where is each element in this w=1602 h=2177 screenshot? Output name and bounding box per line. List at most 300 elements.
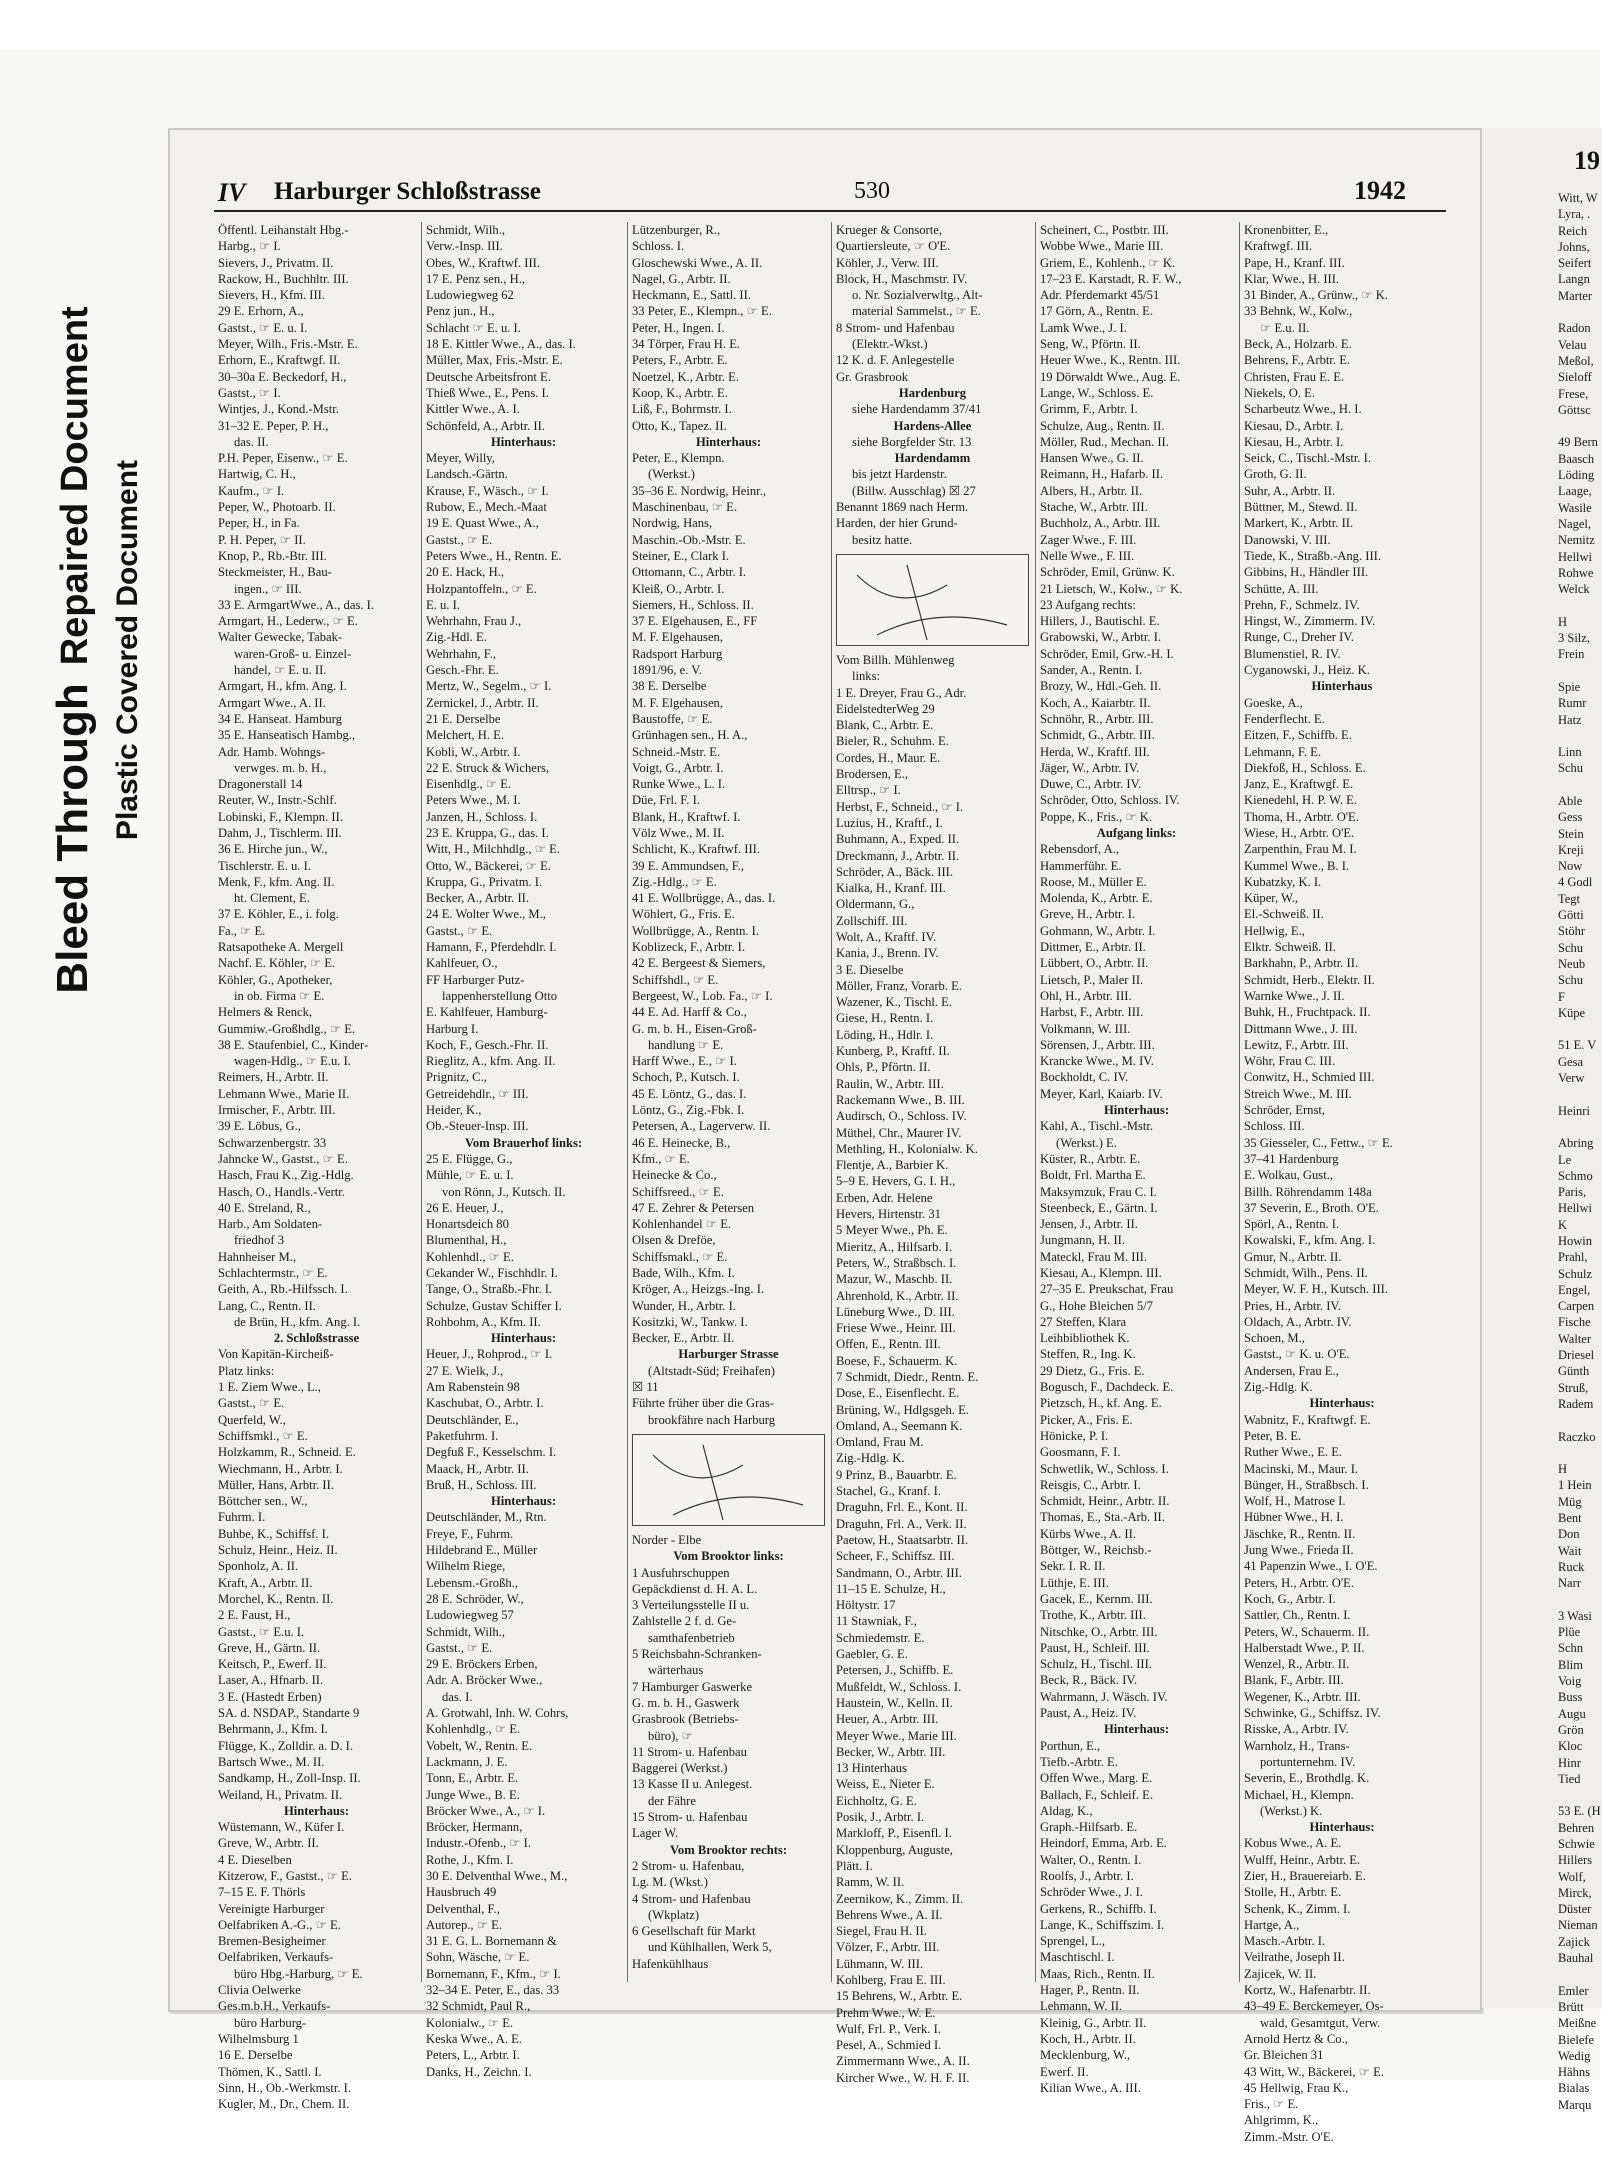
directory-line: Brüning, W., Hdlgsgeh. E.	[836, 1402, 969, 1417]
adjacent-line: K	[1558, 1217, 1568, 1232]
directory-line: ht. Clement, E.	[234, 891, 310, 906]
directory-line: 7 Schmidt, Diedr., Rentn. E.	[836, 1370, 979, 1384]
directory-line: Grimm, F., Arbtr. I.	[1040, 402, 1138, 417]
directory-line: Hinterhaus:	[1103, 1722, 1170, 1737]
directory-line: Zollschiff. III.	[836, 913, 908, 928]
directory-line: Warnholz, H., Trans-	[1244, 1738, 1350, 1753]
directory-line: Kürbs Wwe., A. II.	[1040, 1526, 1136, 1541]
adjacent-line	[1558, 304, 1602, 320]
label-bleed: Bleed Through	[48, 683, 97, 994]
directory-line: Steffen, R., Ing. K.	[1040, 1347, 1136, 1362]
directory-line: Schröder, Otto, Schloss. IV.	[1040, 793, 1180, 808]
directory-line: Hartwig, C. H.,	[218, 467, 296, 482]
adjacent-line: Verw	[1558, 1071, 1585, 1086]
directory-line: Herbst, F., Schneid., ☞ I.	[836, 799, 964, 814]
directory-line: Ratsapotheke A. Mergell	[218, 940, 344, 955]
directory-line: Friese Wwe., Heinr. III.	[836, 1321, 956, 1336]
directory-line: Ludowiegweg 57	[426, 1608, 514, 1623]
directory-line: 1 Ausfuhrschuppen	[632, 1565, 730, 1580]
directory-line: Lamk Wwe., J. I.	[1040, 320, 1127, 335]
directory-line: Runke Wwe., L. I.	[632, 777, 726, 792]
directory-line: Meyer, Karl, Kaiarb. IV.	[1040, 1086, 1163, 1101]
directory-line: Brodersen, E.,	[836, 767, 909, 782]
adjacent-line: Marter	[1558, 288, 1593, 303]
directory-line: 41 E. Wollbrügge, A., das. I.	[632, 891, 776, 906]
adjacent-line: 1 Hein	[1558, 1478, 1592, 1493]
directory-line: Raulin, W., Arbtr. III.	[836, 1076, 944, 1091]
directory-line: Wulf, Frl. P., Verk. I.	[836, 2021, 941, 2036]
directory-line: G. m. b. H., Gaswerk	[632, 1695, 740, 1710]
directory-line: Boese, F., Schauerm. K.	[836, 1353, 958, 1368]
directory-line: Grünhagen sen., H. A.,	[632, 728, 748, 743]
directory-line: Führte früher über die Gras-	[632, 1396, 774, 1411]
directory-line: Wolt, A., Kraftf. IV.	[836, 929, 937, 944]
directory-line: Bieler, R., Schuhm. E.	[836, 734, 949, 749]
directory-line: 34 E. Hanseat. Hamburg	[218, 711, 342, 726]
directory-line: Hinterhaus:	[490, 1494, 557, 1509]
adjacent-line: Günth	[1558, 1364, 1590, 1379]
directory-line: Wehrhahn, Frau J.,	[426, 614, 522, 629]
directory-line: 31 E. G. L. Bornemann &	[426, 1934, 557, 1949]
directory-line: 5 Meyer Wwe., Ph. E.	[836, 1223, 948, 1238]
directory-line: Flentje, A., Barbier K.	[836, 1158, 949, 1173]
adjacent-line: Hähns	[1558, 2065, 1590, 2080]
directory-line: Hasch, O., Handls.-Vertr.	[218, 1184, 345, 1199]
directory-line: Zimmermann Wwe., A. II.	[836, 2054, 970, 2069]
plastic-covered-label	[108, 0, 148, 1300]
directory-line: Schnöhr, R., Arbtr. III.	[1040, 711, 1154, 726]
adjacent-line: Heinri	[1558, 1103, 1590, 1118]
directory-line: Herda, W., Kraftf. III.	[1040, 744, 1150, 759]
directory-line: Armgart, H., kfm. Ang. I.	[218, 679, 347, 694]
adjacent-line: Behren	[1558, 1820, 1595, 1835]
directory-line: Meyer, W. F. H., Kutsch. III.	[1244, 1282, 1388, 1297]
directory-line: Maas, Rich., Rentn. II.	[1040, 1966, 1155, 1981]
directory-line: Dahm, J., Tischlerm. III.	[218, 825, 342, 840]
directory-line: Schwetlik, W., Schloss. I.	[1040, 1461, 1169, 1476]
directory-line: Gastst., ☞ E.	[426, 532, 493, 547]
directory-line: Graph.-Hilfsarb. E.	[1040, 1820, 1138, 1835]
directory-line: 46 E. Heinecke, B.,	[632, 1135, 731, 1150]
directory-line: Erben, Adr. Helene	[836, 1190, 933, 1205]
directory-line: 43–49 E. Berckemeyer, Os-	[1244, 1999, 1384, 2014]
directory-line: Hinterhaus:	[283, 1803, 350, 1818]
directory-line: büro Harburg-	[234, 2015, 307, 2030]
adjacent-line: Bauhal	[1558, 1951, 1594, 1966]
directory-line: Zarpenthin, Frau M. I.	[1244, 842, 1357, 857]
directory-line: Arnold Hertz & Co.,	[1244, 2031, 1348, 2046]
directory-line: Schiffshdl., ☞ E.	[632, 972, 719, 987]
directory-line: Adr. A. Bröcker Wwe.,	[426, 1673, 543, 1688]
directory-line: Wiese, H., Arbtr. O'E.	[1244, 825, 1355, 840]
adjacent-line: Voig	[1558, 1674, 1582, 1689]
directory-line: Hamann, F., Pferdehdlr. I.	[426, 940, 557, 955]
directory-line: Schröder, Emil, Grünw. K.	[1040, 565, 1175, 580]
directory-line: Armgart, H., Lederw., ☞ E.	[218, 614, 358, 629]
directory-line: G. m. b. H., Eisen-Groß-	[632, 1021, 757, 1036]
adjacent-line: Plüe	[1558, 1625, 1581, 1640]
directory-line: Schulze, Gustav Schiffer I.	[426, 1298, 562, 1313]
directory-line: Olsen & Dreföe,	[632, 1233, 716, 1248]
directory-line: Morchel, K., Rentn. II.	[218, 1591, 334, 1606]
directory-line: Hübner Wwe., H. I.	[1244, 1510, 1344, 1525]
directory-line: Wabnitz, F., Kraftwgf. E.	[1244, 1412, 1371, 1427]
directory-line: 21 Lietsch, W., Kolw., ☞ K.	[1040, 581, 1183, 596]
directory-line: Draguhn, Frl. A., Verk. II.	[836, 1516, 967, 1531]
directory-line: Gastst., ☞ E. u. I.	[218, 320, 308, 335]
directory-line: Wulff, Heinr., Arbtr. E.	[1244, 1852, 1361, 1867]
directory-line: Prehm Wwe., W. E.	[836, 2005, 936, 2020]
directory-line: Platz links:	[218, 1363, 275, 1378]
adjacent-line: Driesel	[1558, 1348, 1595, 1363]
adjacent-line: Zajick	[1558, 1934, 1590, 1949]
directory-line: Schmidt, Wilh.,	[426, 1624, 506, 1639]
directory-line: Trothe, K., Arbtr. III.	[1040, 1608, 1146, 1623]
directory-line: Scharbeutz Wwe., H. I.	[1244, 402, 1362, 417]
adjacent-line: Nagel,	[1558, 516, 1591, 531]
directory-line: Gerkens, R., Schiffb. I.	[1040, 1901, 1157, 1916]
adjacent-line	[1558, 1592, 1602, 1608]
directory-line: Radsport Harburg	[632, 646, 723, 661]
directory-line: Peter, E., Klempn.	[632, 451, 725, 466]
directory-line: Kiesau, D., Arbtr. I.	[1244, 418, 1344, 433]
directory-line: Albers, H., Arbtr. II.	[1040, 483, 1143, 498]
directory-line: Schmidt, Herb., Elektr. II.	[1244, 972, 1375, 987]
adjacent-line: Tegt	[1558, 891, 1581, 906]
directory-line: Poppe, K., Fris., ☞ K.	[1040, 809, 1153, 824]
directory-line: Niekels, O. E.	[1244, 385, 1315, 400]
adjacent-line: Wait	[1558, 1543, 1582, 1558]
directory-line: Holzpantoffeln., ☞ E.	[426, 581, 537, 596]
directory-line: Rackow, H., Buchhltr. III.	[218, 271, 349, 286]
adjacent-line: Engel,	[1558, 1282, 1591, 1297]
directory-line: Halberstadt Wwe., P. II.	[1244, 1640, 1365, 1655]
directory-line: Gummiw.-Großhdlg., ☞ E.	[218, 1021, 356, 1036]
directory-line: Voigt, G., Arbtr. I.	[632, 760, 724, 775]
directory-line: 34 Törper, Frau H. E.	[632, 337, 741, 352]
directory-line: Zig.-Hdl. E.	[426, 630, 487, 645]
directory-line: Schlacht ☞ E. u. I.	[426, 320, 521, 335]
directory-line: Schloss. III.	[1244, 1119, 1305, 1134]
directory-line: Sinn, H., Ob.-Werkmstr. I.	[218, 2080, 351, 2095]
directory-line: Krueger & Consorte,	[836, 223, 942, 237]
directory-line: Paust, H., Schleif. III.	[1040, 1640, 1150, 1655]
directory-line: Hönicke, P. I.	[1040, 1428, 1109, 1443]
directory-line: das. I.	[442, 1689, 473, 1704]
directory-line: Penz jun., H.,	[426, 304, 495, 319]
directory-line: Haustein, W., Kelln. II.	[836, 1695, 953, 1710]
directory-line: SA. d. NSDAP., Standarte 9	[218, 1706, 360, 1721]
directory-line: Fuhrm. I.	[218, 1510, 266, 1525]
adjacent-line: 3 Wasi	[1558, 1608, 1592, 1623]
directory-line: 19 Dörwaldt Wwe., Aug. E.	[1040, 369, 1181, 384]
directory-line: Markloff, P., Eisenfl. I.	[836, 1826, 952, 1841]
directory-line: Irmischer, F., Arbtr. III.	[218, 1103, 336, 1118]
directory-line: E. u. I.	[426, 597, 460, 612]
directory-line: Gmur, N., Arbtr. II.	[1244, 1249, 1342, 1264]
directory-line: Industr.-Ofenb., ☞ I.	[426, 1836, 532, 1851]
directory-line: Harbst, F., Arbtr. III.	[1040, 1005, 1144, 1020]
directory-line: Markert, K., Arbtr. II.	[1244, 516, 1354, 531]
directory-line: Tange, O., Straßb.-Fhr. I.	[426, 1282, 553, 1297]
directory-line: EidelstedterWeg 29	[836, 701, 935, 716]
directory-line: Petersen, J., Schiffb. E.	[836, 1663, 954, 1678]
directory-line: 1 E. Ziem Wwe., L.,	[218, 1380, 321, 1395]
directory-line: 12 K. d. F. Anlegestelle	[836, 353, 955, 368]
directory-line: 15 Strom- u. Hafenbau	[632, 1810, 748, 1825]
directory-line: Brozy, W., Hdl.-Geh. II.	[1040, 679, 1162, 694]
directory-line: Heuer, J., Rohprod., ☞ I.	[426, 1347, 553, 1362]
directory-line: Hinterhaus:	[490, 1331, 557, 1346]
directory-line: siehe Hardendamm 37/41	[852, 402, 982, 417]
adjacent-line: Witt, W	[1558, 191, 1598, 205]
directory-line: 17 Görn, A., Rentn. E.	[1040, 304, 1153, 319]
adjacent-line: Laage,	[1558, 484, 1592, 499]
directory-line: Schröder Wwe., J. I.	[1040, 1885, 1143, 1900]
directory-line: Conwitz, H., Schmied III.	[1244, 1070, 1375, 1085]
directory-line: Wazener, K., Tischl. E.	[836, 995, 953, 1010]
directory-line: Harbg., ☞ I.	[218, 239, 281, 254]
directory-line: Wilhelmsburg 1	[218, 2031, 299, 2046]
directory-line: Steenbeck, E., Gärtn. I.	[1040, 1200, 1158, 1215]
directory-line: Thömen, K., Sattl. I.	[218, 2064, 322, 2079]
directory-line: wald, Gesamtgut, Verw.	[1260, 2015, 1381, 2030]
adjacent-line: H	[1558, 614, 1568, 629]
adjacent-line: Sieloff	[1558, 370, 1592, 385]
directory-line: Bergeest, W., Lob. Fa., ☞ I.	[632, 988, 773, 1003]
directory-line: Wobbe Wwe., Marie III.	[1040, 239, 1164, 254]
directory-line: Kraftwgf. III.	[1244, 239, 1313, 254]
directory-line: Gastst., ☞ E.	[218, 1396, 285, 1411]
directory-line: Kunberg, P., Kraftf. II.	[836, 1044, 950, 1059]
directory-line: Masch.-Arbtr. I.	[1244, 1934, 1326, 1949]
directory-line: Behrens Wwe., A. II.	[836, 1907, 943, 1922]
directory-line: de Brün, H., kfm. Ang. I.	[234, 1314, 361, 1329]
directory-line: Ob.-Steuer-Insp. III.	[426, 1119, 529, 1134]
directory-line: Oldach, A., Arbtr. IV.	[1244, 1314, 1352, 1329]
adjacent-line: Raczko	[1558, 1429, 1596, 1444]
adjacent-line: Schu	[1558, 973, 1583, 988]
directory-line: Lübbert, O., Arbtr. II.	[1040, 956, 1149, 971]
directory-line: Lützenburger, R.,	[632, 223, 721, 237]
directory-line: Peter, B. E.	[1244, 1428, 1302, 1443]
directory-line: Kialka, H., Kranf. III.	[836, 881, 946, 896]
directory-line: Suhr, A., Arbtr. II.	[1244, 483, 1336, 498]
directory-line: Ottomann, C., Arbtr. I.	[632, 565, 747, 580]
directory-line: 38 E. Staufenbiel, C., Kinder-	[218, 1037, 369, 1052]
directory-line: 28 E. Schröder, W.,	[426, 1591, 524, 1606]
directory-line: Schneid.-Mstr. E.	[632, 744, 721, 759]
directory-line: 35–36 E. Nordwig, Heinr.,	[632, 483, 766, 498]
directory-line: Risske, A., Arbtr. IV.	[1244, 1722, 1349, 1737]
directory-line: Maack, H., Arbtr. II.	[426, 1461, 529, 1476]
directory-line: 2. Schloßstrasse	[273, 1331, 360, 1346]
directory-line: Harden, der hier Grund-	[836, 516, 958, 531]
directory-line: Köhler, G., Apotheker,	[218, 972, 333, 987]
directory-line: Peters, H., Arbtr. O'E.	[1244, 1575, 1355, 1590]
directory-line: 2 Strom- u. Hafenbau,	[632, 1858, 745, 1873]
directory-line: Behrens, F., Arbtr. E.	[1244, 353, 1351, 368]
directory-line: Heindorf, Emma, Arb. E.	[1040, 1836, 1167, 1851]
column-2	[422, 222, 628, 2079]
adjacent-line	[1558, 728, 1602, 744]
directory-line: Mieritz, A., Hilfsarb. I.	[836, 1239, 953, 1254]
directory-line: 4 E. Dieselben	[218, 1852, 292, 1867]
adjacent-line: Göttsc	[1558, 402, 1591, 417]
directory-line: Peters, W., Straßbsch. I.	[836, 1255, 957, 1270]
adjacent-line: Narr	[1558, 1576, 1581, 1591]
directory-line: Rubow, E., Mech.-Maat	[426, 500, 547, 515]
directory-line: Wüstemann, W., Küfer I.	[218, 1820, 345, 1835]
directory-line: Hasch, Frau K., Zig.-Hdlg.	[218, 1168, 354, 1183]
directory-line: bis jetzt Hardenstr.	[852, 467, 947, 482]
directory-line: ☞ E.u. II.	[1260, 320, 1310, 335]
adjacent-line: Schu	[1558, 940, 1583, 955]
directory-line: Peper, W., Photoarb. II.	[218, 500, 336, 515]
directory-line: Lewitz, F., Arbtr. III.	[1244, 1037, 1349, 1052]
directory-line: das. II.	[234, 434, 269, 449]
column-5	[1036, 222, 1240, 2095]
directory-line: Gastst., ☞ K. u. O'E.	[1244, 1347, 1350, 1362]
adjacent-line: Nemitz	[1558, 533, 1595, 548]
directory-line: Warnke Wwe., J. II.	[1244, 988, 1345, 1003]
directory-line: Klar, Wwe., H. III.	[1244, 271, 1340, 286]
directory-line: Dittmer, E., Arbtr. II.	[1040, 940, 1146, 955]
directory-line: 27–35 E. Preukschat, Frau	[1040, 1282, 1174, 1297]
directory-line: Koch, H., Arbtr. II.	[1040, 2031, 1136, 2046]
adjacent-line: Baasch	[1558, 451, 1595, 466]
directory-line: Methling, H., Kolonialw. K.	[836, 1141, 978, 1156]
directory-line: E. Wolkau, Gust.,	[1244, 1168, 1334, 1183]
directory-line: Hardens-Allee	[893, 418, 972, 433]
directory-line: Schenk, K., Zimm. I.	[1244, 1901, 1351, 1916]
directory-line: Fris., ☞ E.	[1244, 2097, 1299, 2112]
directory-line: Wilhelm Riege,	[426, 1559, 506, 1574]
directory-line: Sander, A., Rentn. I.	[1040, 663, 1143, 678]
directory-line: Küster, R., Arbtr. E.	[1040, 1151, 1141, 1166]
adjacent-line: Velau	[1558, 337, 1587, 352]
directory-line: Ahlgrimm, K.,	[1244, 2113, 1319, 2128]
adjacent-page-lines	[1558, 190, 1602, 2113]
adjacent-line: Bent	[1558, 1511, 1582, 1526]
directory-line: Roose, M., Müller E.	[1040, 874, 1147, 889]
directory-line: besitz hatte.	[852, 532, 913, 547]
directory-line: Hingst, W., Zimmerm. IV.	[1244, 614, 1376, 629]
directory-line: Seick, C., Tischl.-Mstr. I.	[1244, 451, 1372, 466]
directory-line: Sattler, Ch., Rentn. I.	[1244, 1608, 1351, 1623]
directory-line: Küper, W.,	[1244, 891, 1299, 906]
directory-line: Becker, W., Arbtr. III.	[836, 1744, 946, 1759]
directory-line: Gastst., ☞ E.	[426, 1640, 493, 1655]
directory-line: Nitschke, O., Arbtr. III.	[1040, 1624, 1158, 1639]
directory-line: (Werkst.)	[648, 467, 695, 482]
directory-line: Duwe, C., Arbtr. IV.	[1040, 777, 1142, 792]
directory-line: Vom Brooktor links:	[673, 1549, 784, 1564]
adjacent-line: Kreji	[1558, 842, 1584, 857]
directory-line: Vereinigte Harburger	[218, 1901, 325, 1916]
directory-line: Giese, H., Rentn. I.	[836, 1011, 934, 1026]
directory-line: Draguhn, Frl. E., Kont. II.	[836, 1500, 968, 1515]
directory-line: in ob. Firma ☞ E.	[234, 988, 325, 1003]
directory-line: Ramm, W. II.	[836, 1875, 905, 1890]
adjacent-line: Seifert	[1558, 256, 1592, 271]
directory-line: (Wkplatz)	[648, 1907, 700, 1922]
adjacent-line	[1558, 418, 1602, 434]
directory-line: Harburg I.	[426, 1021, 479, 1036]
directory-line: Aufgang links:	[1096, 825, 1177, 840]
directory-line: Beck, A., Holzarb. E.	[1244, 337, 1352, 352]
directory-line: Kiesau, H., Arbtr. I.	[1244, 434, 1344, 449]
directory-line: Krause, F., Wäsch., ☞ I.	[426, 483, 549, 498]
directory-line: Sohn, Wäsche, ☞ E.	[426, 1950, 530, 1965]
directory-line: 5 Reichsbahn-Schranken-	[632, 1647, 762, 1662]
directory-line: 4 Strom- und Hafenbau	[632, 1891, 751, 1906]
directory-line: Zahlstelle 2 f. d. Ge-	[632, 1614, 737, 1629]
directory-line: Walter, O., Rentn. I.	[1040, 1852, 1142, 1867]
directory-line: Blank, C., Arbtr. E.	[836, 718, 934, 733]
directory-line: Stache, W., Arbtr. III.	[1040, 500, 1148, 515]
directory-line: Armgart Wwe., A. II.	[218, 695, 326, 710]
directory-line: Honartsdeich 80	[426, 1217, 509, 1232]
directory-line: 11 Stawniak, F.,	[836, 1614, 917, 1629]
directory-line: Wunder, H., Arbtr. I.	[632, 1298, 736, 1313]
directory-line: Fenderflecht. E.	[1244, 711, 1325, 726]
directory-line: 23 E. Kruppa, G., das. I.	[426, 825, 549, 840]
adjacent-line: Fische	[1558, 1315, 1591, 1330]
directory-line: Heckmann, E., Sattl. II.	[632, 288, 751, 303]
directory-line: Lüthje, E. III.	[1040, 1575, 1109, 1590]
directory-line: von Rönn, J., Kutsch. II.	[442, 1184, 566, 1199]
adjacent-line: Prahl,	[1558, 1250, 1588, 1265]
directory-line: 33 Behnk, W., Kolw.,	[1244, 304, 1353, 319]
directory-line: ingen., ☞ III.	[234, 581, 302, 596]
directory-line: Heinecke & Co.,	[632, 1168, 717, 1183]
directory-line: Lehmann, F. E.	[1244, 744, 1321, 759]
adjacent-line: Wolf,	[1558, 1869, 1586, 1884]
directory-line: Cordes, H., Maur. E.	[836, 750, 941, 765]
directory-line: 30 E. Delventhal Wwe., M.,	[426, 1868, 568, 1883]
directory-line: der Fähre	[648, 1793, 696, 1808]
adjacent-line: Müg	[1558, 1494, 1582, 1509]
directory-line: Ballach, F., Schleif. E.	[1040, 1787, 1154, 1802]
directory-line: Verw.-Insp. III.	[426, 239, 503, 254]
directory-line: Keitsch, P., Ewerf. II.	[218, 1657, 327, 1672]
directory-line: Deutschländer, M., Rtn.	[426, 1510, 547, 1525]
directory-line: ☒ 11	[632, 1380, 659, 1395]
directory-line: 39 E. Ammundsen, F.,	[632, 858, 744, 873]
directory-line: Sörensen, J., Arbtr. III.	[1040, 1037, 1155, 1052]
directory-line: Gesch.-Fhr. E.	[426, 663, 499, 678]
directory-line: Koop, K., Arbtr. E.	[632, 385, 728, 400]
directory-line: Leihbibliothek K.	[1040, 1331, 1130, 1346]
adjacent-line: Stöhr	[1558, 924, 1586, 939]
directory-line: Blank, F., Arbtr. III.	[1244, 1673, 1344, 1688]
directory-line: Jahncke W., Gastst., ☞ E.	[218, 1151, 348, 1166]
directory-line: Aldag, K.,	[1040, 1803, 1093, 1818]
directory-line: Bockholdt, C. IV.	[1040, 1070, 1129, 1085]
directory-line: Hinterhaus:	[1309, 1820, 1375, 1835]
directory-line: Gr. Bleichen 31	[1244, 2048, 1324, 2063]
directory-line: Junge Wwe., B. E.	[426, 1787, 520, 1802]
adjacent-line: Stein	[1558, 826, 1584, 841]
directory-line: Molenda, K., Arbtr. E.	[1040, 891, 1153, 906]
directory-line: Grasbrook (Betriebs-	[632, 1712, 739, 1727]
directory-line: Zeernikow, K., Zimm. II.	[836, 1891, 964, 1906]
directory-line: 11 Strom- u. Hafenbau	[632, 1744, 747, 1759]
directory-line: Wegener, K., Arbtr. III.	[1244, 1689, 1361, 1704]
directory-line: Weiland, H., Privatm. II.	[218, 1787, 343, 1802]
directory-line: (Werkst.) K.	[1260, 1803, 1323, 1818]
